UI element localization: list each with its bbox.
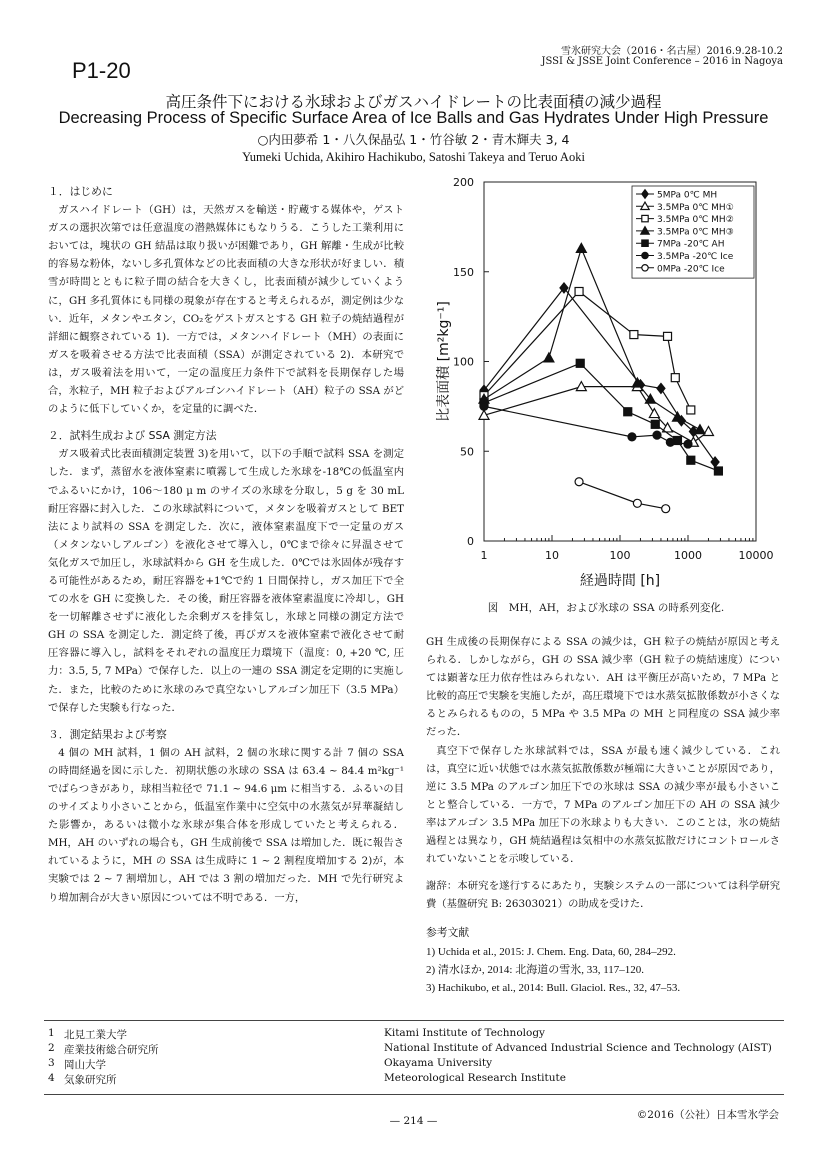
x-tick-label: 10 (545, 549, 559, 562)
series-line (579, 482, 666, 509)
data-point (628, 433, 636, 441)
y-tick-label: 100 (453, 355, 474, 369)
data-point (653, 431, 661, 439)
data-point (695, 425, 705, 434)
data-point (575, 287, 583, 295)
data-point (480, 402, 488, 410)
legend-label: 3.5MPa 0℃ MH③ (657, 227, 734, 238)
y-tick-label: 50 (460, 445, 474, 459)
data-point (714, 467, 722, 475)
data-point (575, 478, 583, 486)
legend-label: 0MPa -20℃ Ice (657, 264, 725, 275)
data-point (664, 332, 672, 340)
presentation-code: P1-20 (72, 58, 131, 83)
y-tick-label: 200 (453, 176, 474, 189)
y-tick-label: 150 (453, 265, 474, 279)
data-point (576, 243, 586, 252)
section-3-paragraph-2: GH 生成後の長期保存による SSA の減少は，GH 粒子の焼結が原因と考えられる．しかしながら，GH の SSA 減少率（GH 粒子の焼結速度）については顕著な圧力依存性はみられない．AH は平衡圧が高いため，7 MPa と比較的高圧で実験を実施したが，高圧環境下では水蒸気拡散係数が小さくなるとみられるものの，5 MPa や 3.5 MPa の MH と同程度の SSA 減少率だった． (426, 636, 780, 739)
section-2-heading: ２．試料生成および SSA 測定方法 (48, 429, 217, 443)
affiliation-number: 4 (48, 1072, 55, 1084)
left-column (48, 183, 404, 907)
title-japanese: 高圧条件下における氷球およびガスハイドレートの比表面積の減少過程 (165, 93, 662, 111)
data-point (684, 440, 692, 448)
data-point (687, 406, 695, 414)
data-point (649, 409, 659, 418)
section-3-paragraph-3: 真空下で保存した氷球試料では，SSA が最も速く減少している．これは，真空に近い状態では水蒸気拡散係数が極端に大きいことが原因であり，逆に 3.5 MPa のアルゴン加圧下での氷球は SSA の減少率が最も小さいことと整合している．一方で，7 MPa のアルゴン加圧下の AH の SSA 減少率はアルゴン 3.5 MPa 加圧下の氷球よりも大きい．このことは，氷の焼結過程とは異なり，GH 焼結過程は気相中の水蒸気拡散だけにコントロールされていないことを示唆している． (426, 744, 780, 866)
affiliation-ja: 北見工業大学 (64, 1029, 127, 1041)
data-point (651, 420, 659, 428)
section-1-paragraph: ガスハイドレート（GH）は，天然ガスを輸送・貯蔵する媒体や，ゲストガスの選択次第では任意温度の潜熱媒体にもなりうる．こうした工業利用においては，塊状の GH 結晶は取り扱いが困難であり，GH 解離・生成が比較的容易な粉体，ないし多孔質体などの比表面積の大きな形状が好ましい．積雪が時間とともに粒子間の結合を大きくし，比表面積が減少していくように，GH 多孔質体にも同様の現象が存在すると考えられるが，測定例は少ない．近年，メタンやエタン，CO₂をゲストガスとする GH 粒子の焼結過程が詳細に観察されている 1)．一方では，メタンハイドレート（MH）の表面にガスを吸着させる方法で比表面積（SSA）が測定されている 2)．本研究では，ガス吸着法を用いて，一定の温度圧力条件下で試料を長期保存した場合，氷粒子，MH 粒子およびアルゴンハイドレート（AH）粒子の SSA がどのように低下していくか，を定量的に調べた． (48, 204, 404, 416)
affiliation-en: Meteorological Research Institute (384, 1072, 566, 1084)
section-1-heading: １．はじめに (48, 185, 113, 198)
data-point (576, 359, 584, 367)
footer-divider (44, 1020, 784, 1021)
data-point (633, 499, 641, 507)
reference-item: 2) 清水ほか, 2014: 北海道の雪氷, 33, 117–120. (426, 963, 645, 976)
y-axis-label: 比表面積 [m²kg⁻¹] (436, 301, 452, 422)
section-2-paragraph: ガス吸着式比表面積測定装置 3)を用いて，以下の手順で試料 SSA を測定した．まず，蒸留水を液体窒素に噴霧して生成した氷球を-18℃の低温室内でふるいにかけ，106～180 μ m のサイズの氷球を分取し，5 g を 30 mL 耐圧容器に封入した．この氷球試料について，メタンを吸着ガスとして BET 法により試料の SSA を測定した．次に，液体窒素温度下で一定量のガス（メタンないしアルゴン）を液化させて導入し，0℃まで徐々に昇温させて気化ガスで加圧し，氷球試料から GH を生成した．0℃では氷固体が残存する可能性があるため，耐圧容器を+1℃で約 1 日間保持し，ガス加圧下で全ての水を GH に変換した．その後，耐圧容器を液体窒素温度に冷却し，GH を一切解離させずに液化した余剰ガスを排気し，氷球と同様の測定方法で GH の SSA を測定した．測定終了後，再びガスを液体窒素で液化させて耐圧容器に導入し，試料をそれぞれの温度圧力環境下（温度：0, +20 ℃, 圧力：3.5, 5, 7 MPa）で保存した．以上の一連の SSA 測定を定期的に実施した．また，比較のために氷球のみで真空ないしアルゴン加圧下（3.5 MPa）で保存した実験も行なった． (48, 448, 404, 714)
data-point (624, 408, 632, 416)
affiliation-ja: 気象研究所 (64, 1074, 117, 1086)
reference-item: 3) Hachikubo, et al., 2014: Bull. Glaciol. Res., 32, 47–53. (426, 981, 681, 994)
reference-item: 1) Uchida et al., 2015: J. Chem. Eng. Data, 60, 284–292. (426, 945, 676, 958)
data-point (687, 456, 695, 464)
x-tick-label: 100 (609, 549, 631, 562)
affiliation-ja: 岡山大学 (64, 1059, 106, 1071)
page-number: — 214 — (389, 1115, 438, 1127)
title-english: Decreasing Process of Specific Surface Area of Ice Balls and Gas Hydrates Under High Pressure (58, 109, 769, 127)
authors-english: Yumeki Uchida, Akihiro Hachikubo, Satoshi Takeya and Teruo Aoki (242, 150, 585, 164)
conference-name-ja: 雪氷研究大会（2016・名古屋）2016.9.28-10.2 (561, 46, 783, 57)
affiliation-en: Kitami Institute of Technology (384, 1027, 545, 1039)
data-point (666, 438, 674, 446)
references-heading: 参考文献 (426, 926, 470, 940)
acknowledgement: 謝辞：本研究を遂行するにあたり，実験システムの一部については科学研究費（基盤研究 B: 26303021）の助成を受けた． (426, 880, 780, 911)
legend-label: 3.5MPa -20℃ Ice (657, 252, 734, 262)
legend-marker (642, 215, 648, 221)
figure-caption: 図 MH，AH，および氷球の SSA の時系列変化. (487, 602, 725, 614)
y-tick-label: 0 (467, 535, 474, 548)
legend-label: 3.5MPa 0℃ MH① (657, 202, 734, 213)
right-column (426, 633, 780, 997)
legend-label: 5MPa 0℃ MH (657, 190, 718, 201)
legend-marker (642, 265, 648, 271)
affiliation-en: National Institute of Advanced Industrial Science and Technology (AIST) (384, 1042, 772, 1054)
legend-label: 3.5MPa 0℃ MH② (657, 215, 734, 226)
data-point (544, 353, 554, 362)
footer-divider (44, 1094, 784, 1095)
ssa-time-series-chart (424, 170, 784, 600)
conference-name-en: JSSI & JSSE Joint Conference – 2016 in Nagoya (541, 56, 783, 67)
legend-label: 7MPa -20℃ AH (657, 239, 725, 250)
affiliation-ja: 産業技術総合研究所 (64, 1044, 159, 1056)
x-tick-label: 1 (480, 549, 488, 562)
data-point (671, 374, 679, 382)
x-axis-label: 経過時間 [h] (579, 573, 661, 589)
series-line (484, 387, 708, 443)
affiliation-en: Okayama University (384, 1057, 493, 1069)
legend-marker (642, 240, 648, 246)
x-tick-label: 10000 (738, 549, 774, 562)
affiliation-number: 2 (48, 1042, 55, 1054)
x-tick-label: 1000 (674, 549, 702, 562)
data-point (662, 505, 670, 513)
authors-japanese: ○内田夢希 1・八久保晶弘 1・竹谷敏 2・青木輝夫 3, 4 (257, 132, 570, 147)
affiliation-number: 3 (48, 1057, 55, 1069)
legend-marker (642, 252, 648, 258)
data-point (630, 331, 638, 339)
affiliation-number: 1 (48, 1027, 55, 1039)
copyright: ©2016（公社）日本雪氷学会 (636, 1109, 779, 1121)
section-3-paragraph-1: 4 個の MH 試料，1 個の AH 試料，2 個の氷球に関する計 7 個の SSA の時間経過を図に示した．初期状態の氷球の SSA は 63.4 ~ 84.4 m²kg⁻¹ でばらつきがあり，球相当粒径で 71.1 ~ 94.6 μm に相当する．ふるいの目のサイズより小さいことから，低温室作業中に空気中の水蒸気が昇華凝結した影響か，あるいは微小な氷球が集合体を形成していたと考えられる．MH，AH のいずれの場合も，GH 生成前後で SSA は増加した．既に報告されているように，MH の SSA は生成時に 1 ~ 2 割程度増加する 2)が，本実験では 2 ~ 7 割増加し，AH では 3 割の増加だった．MH で先行研究より増加割合が大きい原因については不明である．一方， (48, 746, 404, 904)
section-3-heading: ３．測定結果および考察 (48, 727, 167, 741)
